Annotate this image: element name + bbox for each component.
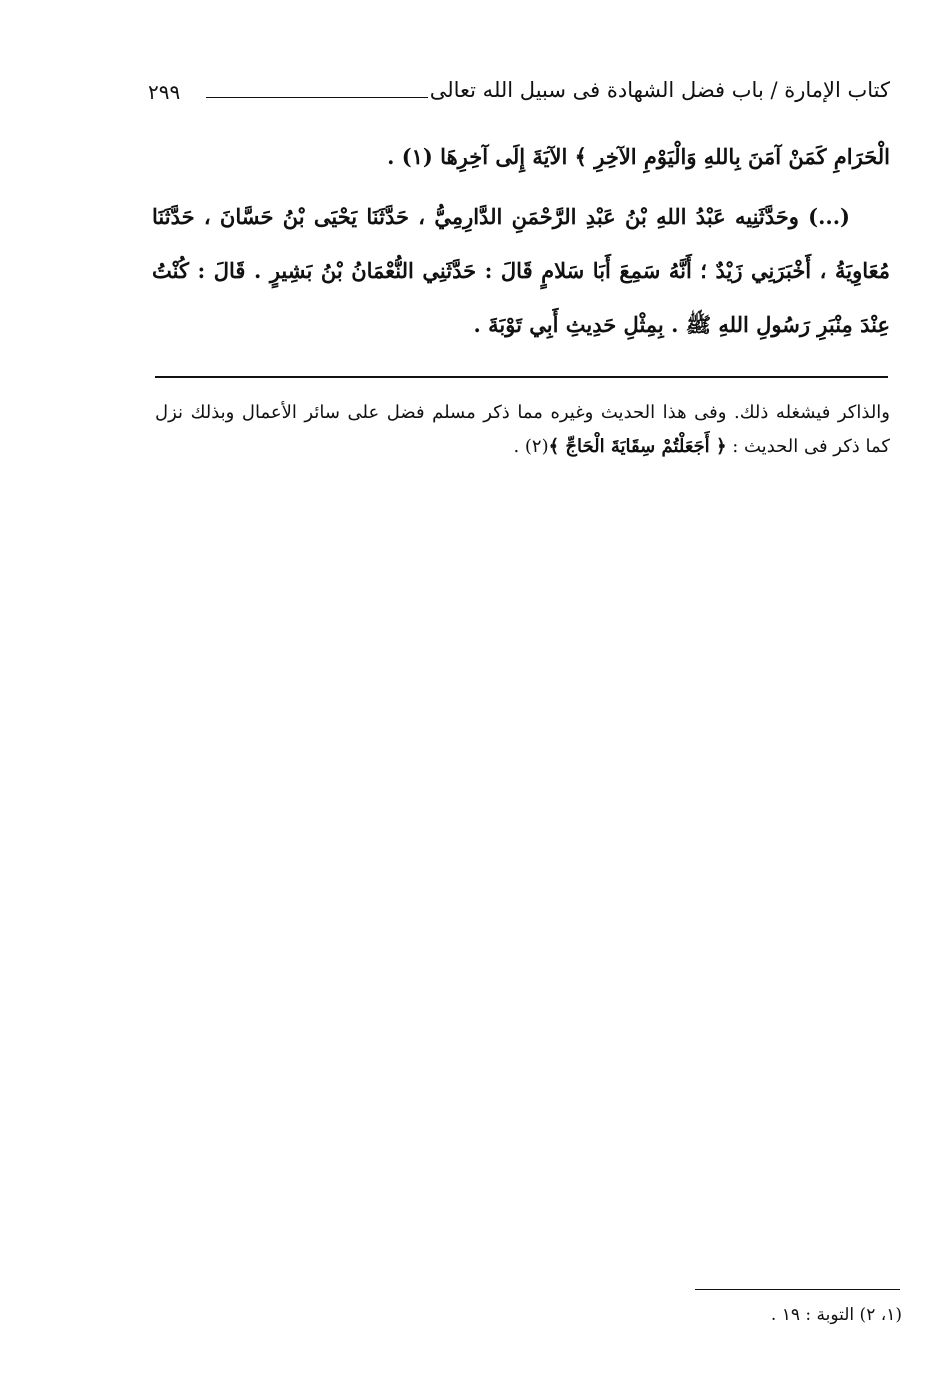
commentary-text xyxy=(155,396,890,464)
commentary-separator xyxy=(155,376,888,378)
hadith-paragraph-2: (...) وحَدَّثَنِيه عَبْدُ اللهِ بْنُ عَبْدِ الرَّحْمَنِ الدَّارِمِيُّ ، حَدَّثَنَا يَحْيَى بْنُ حَسَّانَ ، حَدَّثَنَا مُعَاوِيَةُ ، أَخْبَرَنِي زَيْدٌ ؛ أَنَّهُ سَمِعَ أَبَا سَلامٍ قَالَ : حَدَّثَنِي النُّعْمَانُ بْنُ بَشِيرٍ . قَالَ : كُنْتُ عِنْدَ مِنْبَرِ رَسُولِ اللهِ ﷺ . بِمِثْلِ حَدِيثِ أَبِي تَوْبَةَ . xyxy=(152,204,890,337)
hadith-paragraph-1: الْحَرَامِ كَمَنْ آمَنَ بِاللهِ وَالْيَوْمِ الآخِرِ ﴾ الآيَةَ إِلَى آخِرِهَا (١) . xyxy=(387,144,890,169)
commentary-body: والذاكر فيشغله ذلك. وفى هذا الحديث وغيره مما ذكر مسلم فضل على سائر الأعمال وبذلك نزل كما ذكر فى الحديث : xyxy=(155,402,890,457)
header-rule xyxy=(206,97,428,98)
running-header xyxy=(148,78,890,114)
hadith-text xyxy=(152,130,890,352)
commentary-footnote-ref: (٢) . xyxy=(513,436,549,457)
page-number: ٢٩٩ xyxy=(148,80,181,104)
quran-quote: ﴿ أَجَعَلْتُمْ سِقَايَةَ الْحَاجِّ ﴾ xyxy=(548,436,727,457)
footnote-separator xyxy=(695,1289,900,1290)
chapter-title: كتاب الإمارة / باب فضل الشهادة فى سبيل الله تعالى xyxy=(429,78,890,102)
footnote: (١، ٢) التوبة : ١٩ . xyxy=(770,1305,902,1325)
